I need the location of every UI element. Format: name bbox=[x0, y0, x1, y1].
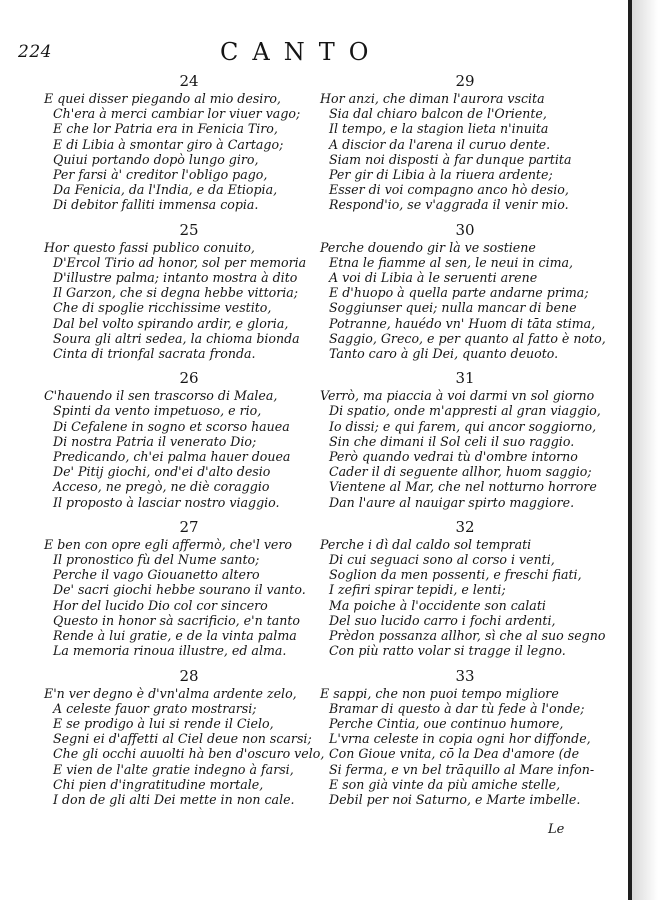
verse-line: Hor del lucido Dio col cor sincero bbox=[53, 597, 268, 613]
verse-line: Del suo lucido carro i fochi ardenti, bbox=[329, 612, 556, 628]
verse-line: Che di spoglie ricchissime vestito, bbox=[53, 300, 272, 316]
verse-line: A celeste fauor grato mostrarsi; bbox=[53, 700, 257, 716]
verse-line: Debil per noi Saturno, e Marte imbelle. bbox=[329, 791, 581, 807]
stanza bbox=[44, 667, 334, 808]
page-number: 224 bbox=[18, 42, 52, 62]
verse-line: Perche i dì dal caldo sol temprati bbox=[320, 536, 532, 552]
stanza bbox=[320, 518, 610, 659]
binding-shadow bbox=[632, 0, 658, 900]
verse-line: D'Ercol Tirio ad honor, sol per memoria bbox=[53, 254, 307, 270]
verse-line: L'vrna celeste in copia ogni hor diffonde, bbox=[329, 731, 591, 747]
verse-line: Verrò, ma piaccia à voi darmi vn sol giorno bbox=[320, 388, 595, 404]
verse-line: Cinta di trionfal sacrata fronda. bbox=[53, 346, 256, 362]
stanza bbox=[44, 221, 334, 362]
verse-line: Per farsi à' creditor l'obligo pago, bbox=[53, 167, 268, 183]
verse-line: Soglion da men possenti, e freschi fiati, bbox=[329, 567, 582, 583]
verse-line: Che gli occhi auuolti hà ben d'oscuro velo, bbox=[53, 746, 325, 762]
verse-line: Esser di voi compagno anco hò desio, bbox=[329, 182, 569, 198]
verse-line: La memoria rinoua illustre, ed alma. bbox=[53, 643, 287, 659]
stanza bbox=[44, 72, 334, 213]
stanza-number: 27 bbox=[179, 517, 199, 536]
catchword: Le bbox=[548, 822, 565, 837]
stanza bbox=[44, 369, 334, 510]
verse-line: D'illustre palma; intanto mostra à dito bbox=[53, 270, 298, 286]
stanza bbox=[320, 221, 610, 362]
left-column bbox=[44, 72, 334, 815]
stanza-number: 32 bbox=[455, 517, 475, 536]
verse-line: E d'huopo à quella parte andarne prima; bbox=[329, 285, 589, 301]
verse-line: Di spatio, onde m'appresti al gran viaggio, bbox=[329, 403, 601, 419]
stanza-number: 30 bbox=[455, 220, 475, 239]
verse-line: Per gir di Libia à la riuera ardente; bbox=[329, 167, 553, 183]
verse-line: Dal bel volto spirando ardir, e gloria, bbox=[53, 315, 289, 331]
verse-line: E quei disser piegando al mio desiro, bbox=[44, 91, 281, 106]
verse-line: E se prodigo à lui si rende il Cielo, bbox=[53, 715, 274, 731]
verse-line: Prèdon possanza allhor, sì che al suo segno bbox=[329, 628, 606, 644]
verse-line: Con Gioue vnita, cō la Dea d'amore (de bbox=[329, 746, 580, 762]
verse-line: E che lor Patria era in Fenicia Tiro, bbox=[53, 121, 278, 137]
stanza bbox=[320, 72, 610, 213]
verse-line: I zefiri spirar tepidi, e lenti; bbox=[329, 582, 506, 598]
verse-line: Dan l'aure al nauigar spirto maggiore. bbox=[329, 494, 575, 510]
verse-line: De' Pitij giochi, ond'ei d'alto desio bbox=[53, 464, 271, 480]
verse-line: Cader il di seguente allhor, huom saggio; bbox=[329, 464, 592, 480]
verse-line: Da Fenicia, da l'India, e da Etiopia, bbox=[53, 182, 278, 198]
verse-line: Io dissi; e qui farem, qui ancor soggiorno, bbox=[329, 418, 597, 434]
right-column bbox=[320, 72, 610, 815]
verse-line: Siam noi disposti à far dunque partita bbox=[329, 151, 572, 167]
verse-line: Segni ei d'affetti al Ciel deue non scarsi; bbox=[53, 731, 312, 747]
verse-line: E'n ver degno è d'vn'alma ardente zelo, bbox=[44, 685, 297, 701]
verse-line: Respond'io, se v'aggrada il venir mio. bbox=[329, 197, 569, 213]
verse-line: Potranne, hauédo vn' Huom di tāta stima, bbox=[329, 315, 596, 331]
stanza bbox=[320, 369, 610, 510]
verse-line: Ch'era à merci cambiar lor viuer vago; bbox=[53, 106, 301, 122]
verse-line: A discior da l'arena il curuo dente. bbox=[329, 136, 551, 152]
stanza bbox=[44, 518, 334, 659]
verse-line: Di Cefalene in sogno et scorso hauea bbox=[53, 418, 290, 434]
verse-line: A voi di Libia à le seruenti arene bbox=[329, 270, 538, 286]
verse-line: Sin che dimani il Sol celi il suo raggio. bbox=[329, 433, 575, 449]
verse-line: Hor anzi, che diman l'aurora vscita bbox=[320, 91, 545, 106]
verse-line: Il tempo, e la stagion lieta n'inuita bbox=[329, 121, 549, 137]
verse-line: Vientene al Mar, che nel notturno horrore bbox=[329, 479, 597, 495]
verse-line: Chi pien d'ingratitudine mortale, bbox=[53, 776, 264, 792]
verse-line: E ben con opre egli affermò, che'l vero bbox=[44, 536, 292, 552]
verse-line: Di nostra Patria il venerato Dio; bbox=[53, 433, 257, 449]
verse-line: Soggiunser quei; nulla mancar di bene bbox=[329, 300, 577, 316]
stanza-number: 33 bbox=[455, 666, 475, 685]
verse-line: E son già vinte da più amiche stelle, bbox=[329, 776, 561, 792]
verse-line: Però quando vedrai tù d'ombre intorno bbox=[329, 449, 578, 465]
verse-line: Questo in honor sà sacrificio, e'n tanto bbox=[53, 612, 301, 628]
verse-line: Il proposto à lasciar nostro viaggio. bbox=[53, 494, 280, 510]
verse-line: Tanto caro à gli Dei, quanto deuoto. bbox=[329, 346, 559, 362]
verse-line: Il Garzon, che si degna hebbe vittoria; bbox=[53, 285, 299, 301]
stanza bbox=[320, 667, 610, 808]
verse-line: C'hauendo il sen trascorso di Malea, bbox=[44, 388, 278, 404]
verse-line: Perche il vago Giouanetto altero bbox=[53, 567, 260, 583]
verse-line: Soura gli altri sedea, la chioma bionda bbox=[53, 330, 300, 346]
verse-line: Acceso, ne pregò, ne diè coraggio bbox=[53, 479, 270, 495]
verse-line: E sappi, che non puoi tempo migliore bbox=[320, 685, 559, 701]
stanza-number: 25 bbox=[179, 220, 199, 239]
stanza-number: 31 bbox=[455, 369, 475, 388]
verse-line: De' sacri giochi hebbe sourano il vanto. bbox=[53, 582, 306, 598]
verse-line: I don de gli alti Dei mette in non cale. bbox=[53, 791, 295, 807]
verse-line: Con più ratto volar si tragge il legno. bbox=[329, 643, 566, 659]
verse-line: Perche Cintia, oue continuo humore, bbox=[329, 715, 564, 731]
verse-line: E di Libia à smontar giro à Cartago; bbox=[53, 136, 284, 152]
verse-line: Perche douendo gir là ve sostiene bbox=[320, 239, 536, 255]
verse-line: Saggio, Greco, e per quanto al fatto è noto, bbox=[329, 330, 606, 346]
verse-line: Predicando, ch'ei palma hauer douea bbox=[53, 449, 291, 465]
verse-line: Bramar di questo à dar tù fede à l'onde; bbox=[329, 700, 585, 716]
verse-line: Ma poiche à l'occidente son calati bbox=[329, 597, 546, 613]
stanza-number: 29 bbox=[455, 72, 475, 90]
verse-line: Il pronostico fù del Nume santo; bbox=[53, 552, 260, 568]
verse-line: Si ferma, e vn bel trāquillo al Mare infon- bbox=[329, 761, 595, 777]
verse-line: Sia dal chiaro balcon de l'Oriente, bbox=[329, 106, 547, 122]
verse-line: Spinti da vento impetuoso, e rio, bbox=[53, 403, 262, 419]
verse-line: Quiui portando dopò lungo giro, bbox=[53, 151, 259, 167]
verse-line: Etna le fiamme al sen, le neui in cima, bbox=[329, 254, 574, 270]
stanza-number: 24 bbox=[179, 72, 199, 90]
verse-line: E vien de l'alte gratie indegno à farsi, bbox=[53, 761, 294, 777]
stanza-number: 26 bbox=[179, 369, 199, 388]
verse-line: Di debitor falliti immensa copia. bbox=[53, 197, 259, 213]
verse-line: Di cui seguaci sono al corso i venti, bbox=[329, 552, 555, 568]
running-title: CANTO bbox=[220, 38, 383, 66]
verse-line: Hor questo fassi publico conuito, bbox=[44, 239, 255, 255]
verse-line: Rende à lui gratie, e de la vinta palma bbox=[53, 628, 297, 644]
stanza-number: 28 bbox=[179, 666, 199, 685]
